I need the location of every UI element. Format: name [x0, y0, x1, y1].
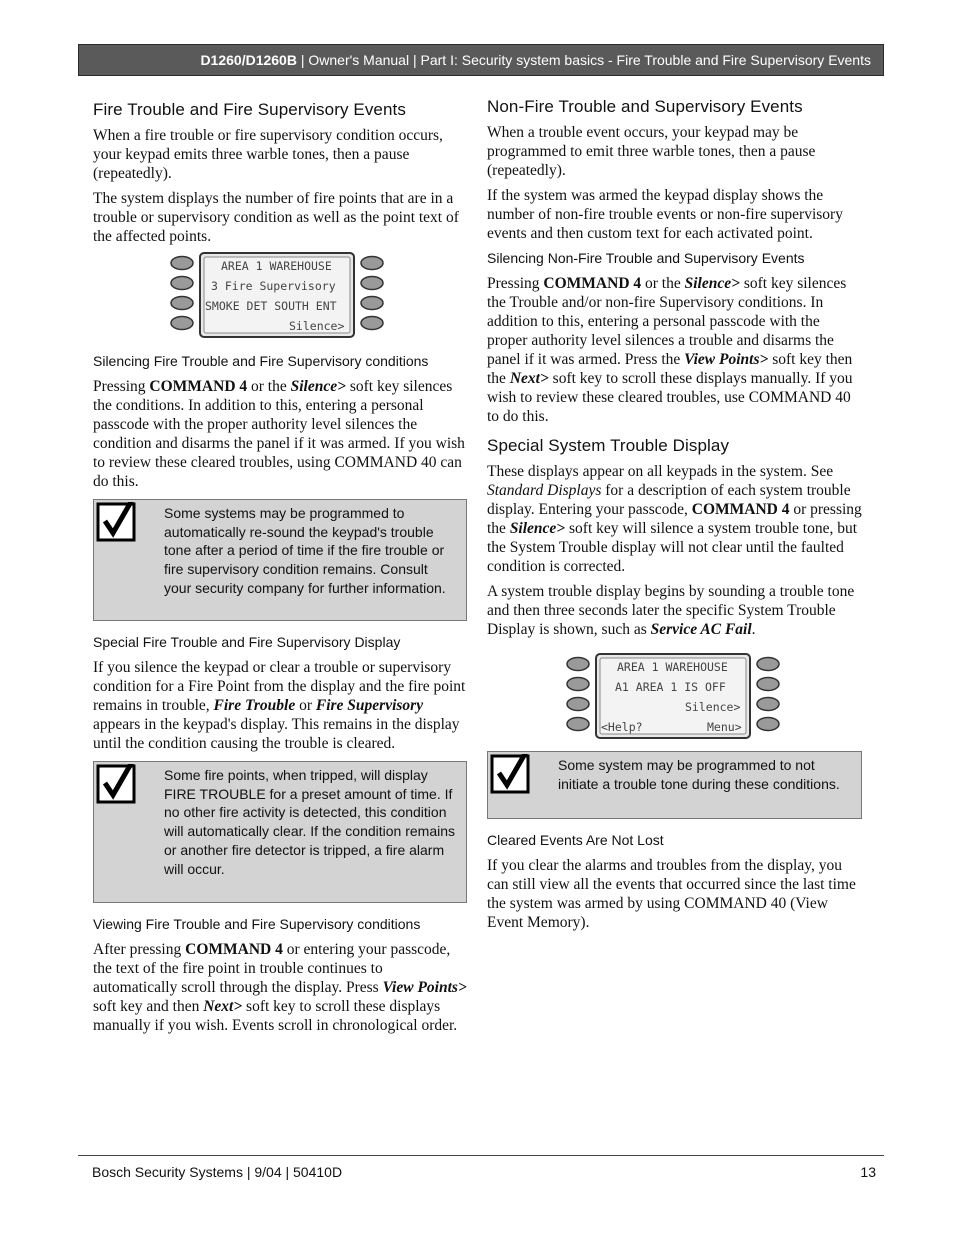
keypad1-line2: 3 Fire Supervisory — [211, 279, 336, 293]
left-column — [93, 96, 467, 1041]
soft-key-label: Silence> — [290, 378, 346, 395]
soft-key-label: Silence> — [684, 275, 740, 292]
right-column — [487, 96, 862, 938]
paragraph: When a trouble event occurs, your keypad may be programmed to emit three warble tones, then a pause (repeatedly). — [487, 124, 816, 179]
text: Pressing — [93, 378, 150, 395]
note-box — [93, 499, 467, 621]
note-box — [487, 751, 862, 819]
text: appears in the keypad's display. This remains in the display until the condition causing the trouble is cleared. — [93, 716, 460, 752]
section-title-system-trouble: Special System Trouble Display — [487, 436, 730, 455]
paragraph-silencing — [93, 377, 467, 491]
keypad2-line4-left: <Help? — [601, 720, 643, 734]
command-text: COMMAND 4 — [691, 501, 790, 518]
subheading-viewing: Viewing Fire Trouble and Fire Supervisory conditions — [93, 916, 421, 932]
command-text: COMMAND 4 — [185, 941, 283, 958]
checkmark-note-icon — [96, 502, 136, 542]
text: for a description of each system trouble display. Entering your passcode, — [487, 482, 851, 518]
note-box — [93, 761, 467, 903]
keypad2-line2: A1 AREA 1 IS OFF — [615, 680, 726, 694]
keypad1-line4: Silence> — [289, 319, 345, 333]
command-text: COMMAND 4 — [543, 275, 642, 292]
text: A system trouble display begins by sounding a trouble tone and then three seconds later the specific System Trouble Display is shown, such as — [487, 583, 855, 638]
soft-key-label: Silence> — [509, 520, 566, 537]
checkmark-note-icon — [490, 754, 530, 794]
text: or the — [247, 378, 291, 395]
subheading-silencing-nonfire: Silencing Non-Fire Trouble and Supervisory Events — [487, 250, 805, 266]
footer-publisher: Bosch Security Systems | 9/04 | 50410D — [92, 1164, 343, 1180]
keypad-illustration-fire — [169, 252, 467, 342]
paragraph: The system displays the number of fire points that are in a trouble or supervisory condition as well as the point text of the affected points. — [93, 190, 459, 245]
text: If you silence the keypad or clear a trouble or supervisory condition for a Fire Point from the display and the fire point remains in trouble, — [93, 659, 466, 714]
keypad2-line3: Silence> — [685, 700, 741, 714]
soft-key-label: Next> — [509, 370, 549, 387]
subheading-silencing: Silencing Fire Trouble and Fire Supervisory conditions — [93, 353, 429, 369]
soft-key-label: Next> — [203, 998, 243, 1015]
keypad-illustration-system — [565, 653, 862, 743]
page-header — [78, 44, 884, 76]
text: . — [751, 621, 756, 638]
paragraph-system — [487, 462, 862, 576]
keypad1-line3: SMOKE DET SOUTH ENT — [205, 299, 337, 313]
subheading-special-display: Special Fire Trouble and Fire Supervisory Display — [93, 634, 401, 650]
section-title-nonfire: Non-Fire Trouble and Supervisory Events — [487, 97, 803, 116]
paragraph-viewing — [93, 940, 467, 1035]
paragraph: If the system was armed the keypad display shows the number of non-fire trouble events or non-fire supervisory events and then custom text for each activated point. — [487, 187, 843, 242]
note-text: Some fire points, when tripped, will display FIRE TROUBLE for a preset amount of time. If no other fire activity is detected, this condition will automatically clear. If the condition remains or another fire detector is tripped, a fire alarm will occur. — [164, 767, 456, 877]
text: soft key will silence a system trouble tone, but the System Trouble display will not clear until the faulted condition is corrected. — [487, 520, 857, 575]
paragraph: When a fire trouble or fire supervisory condition occurs, your keypad emits three warble tones, then a pause (repeatedly). — [93, 127, 443, 182]
text: These displays appear on all keypads in the system. See — [487, 463, 834, 480]
command-text: COMMAND 4 — [149, 378, 248, 395]
keypad-graphic — [565, 653, 781, 743]
checkmark-note-icon — [96, 764, 136, 804]
text: soft key silences the Trouble and/or non-fire Supervisory conditions. In addition to this, entering a personal passcode with the proper authority level silences a trouble and disarms the panel if it was armed. Press the — [487, 275, 847, 368]
paragraph-silencing-nonfire — [487, 274, 862, 426]
soft-key-label: View Points> — [382, 979, 467, 996]
subheading-cleared: Cleared Events Are Not Lost — [487, 832, 664, 848]
section-title-fire-trouble: Fire Trouble and Fire Supervisory Events — [93, 100, 406, 119]
keypad1-line1: AREA 1 WAREHOUSE — [221, 259, 332, 273]
reference-text: Standard Displays — [487, 482, 602, 499]
header-product: D1260/D1260B — [200, 52, 297, 68]
text: soft key to scroll these displays manually. If you wish to review these cleared troubles, use COMMAND 40 to do this. — [487, 370, 853, 425]
soft-key-label: View Points> — [684, 351, 769, 368]
text: Pressing — [487, 275, 544, 292]
page-number: 13 — [860, 1164, 876, 1180]
display-text: Service AC Fail — [650, 621, 752, 638]
note-text: Some system may be programmed to not initiate a trouble tone during these conditions. — [558, 757, 840, 792]
keypad2-line1: AREA 1 WAREHOUSE — [617, 660, 728, 674]
text: soft key and then — [93, 998, 204, 1015]
keypad2-line4-right: Menu> — [707, 720, 742, 734]
text: or — [295, 697, 316, 714]
paragraph-system-2 — [487, 582, 862, 639]
text: soft key silences the conditions. In addition to this, entering a personal passcode with the proper authority level silences the condition and disarms the panel if it was armed. If you wish to review these cleared troubles, using COMMAND 40 can do this. — [93, 378, 465, 490]
text: or entering your passcode, the text of the fire point in trouble continues to automatically scroll through the display. Press — [93, 941, 451, 996]
text: soft key to scroll these displays manually if you wish. Events scroll in chronological order. — [93, 998, 458, 1034]
text: After pressing — [93, 941, 186, 958]
header-rest: | Owner's Manual | Part I: Security system basics - Fire Trouble and Fire Supervisory Events — [296, 52, 871, 68]
text: or pressing the — [487, 501, 862, 537]
paragraph-special — [93, 658, 467, 753]
note-text: Some systems may be programmed to automatically re-sound the keypad's trouble tone after a period of time if the fire trouble or fire supervisory condition remains. Consult your security company for further information. — [164, 505, 446, 596]
display-text: Fire Supervisory — [315, 697, 424, 714]
page-footer — [78, 1155, 884, 1180]
text: soft key then the — [487, 351, 853, 387]
display-text: Fire Trouble — [213, 697, 296, 714]
text: or the — [641, 275, 685, 292]
paragraph-cleared: If you clear the alarms and troubles from the display, you can still view all the events that occurred since the last time the system was armed by using COMMAND 40 (View Event Memory). — [487, 857, 856, 931]
keypad-graphic — [169, 252, 385, 342]
